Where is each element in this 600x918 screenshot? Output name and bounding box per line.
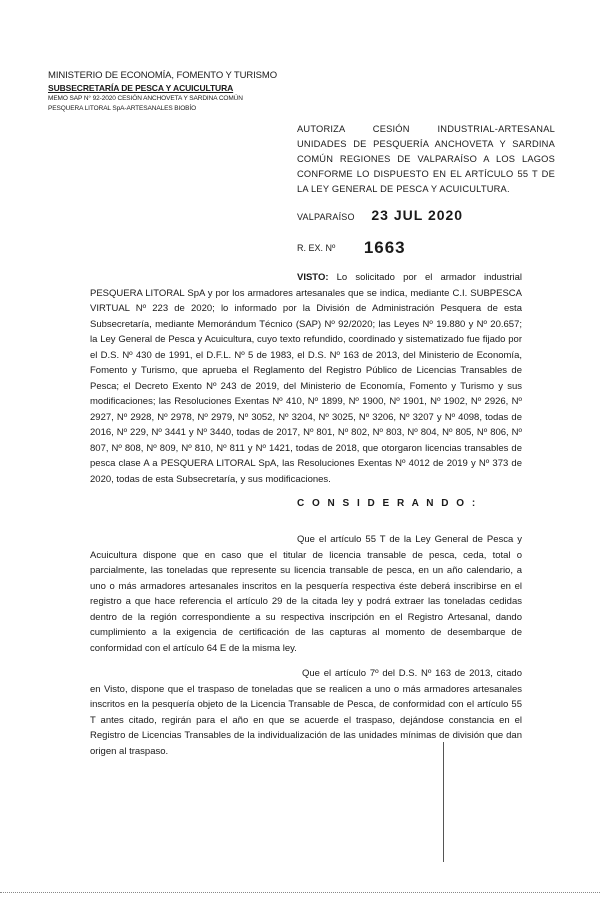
considerando-paragraph-2 [90, 666, 522, 759]
considerando-paragraph-1 [90, 532, 522, 656]
dateline-place: VALPARAÍSO [297, 212, 355, 222]
considerando-paragraph-1-text: Que el artículo 55 T de la Ley General de Pesca y Acuicultura dispone que en caso que el titular de licencia transable de pesca, ceda, total o parcialmente, las toneladas que represente su licencia transable de pesca, en un año calendario, a uno o más armadores artesanales inscritos en la pesquería respectiva éste deberá inscribirse en el registro a que hace referencia el artículo 29 de la citada ley y podrá extraer las toneladas cedidas dentro de la región correspondiente a su respectiva inscripción en el Registro Artesanal, dando cumplimiento a la exigencia de certificación de las capturas al momento de desembarque de conformidad con el artículo 64 E de la misma ley. [90, 534, 522, 654]
letterhead [48, 70, 278, 114]
dateline [297, 207, 463, 223]
resolution-number-label: R. EX. Nº [297, 243, 336, 253]
memo-reference-line-2: PESQUERA LITORAL SpA-ARTESANALES BIOBÍO [48, 105, 197, 112]
visto-paragraph [90, 270, 522, 487]
resolution-summary: AUTORIZA CESIÓN INDUSTRIAL-ARTESANAL UNIDADES DE PESQUERÍA ANCHOVETA Y SARDINA COMÚN REGIONES DE VALPARAÍSO A LOS LAGOS CONFORME LO DISPUESTO EN EL ARTÍCULO 55 T DE LA LEY GENERAL DE PESCA Y ACUICULTURA. [297, 124, 555, 194]
resolution-number-value: 1663 [363, 238, 406, 257]
margin-mark [443, 742, 444, 862]
visto-text: Lo solicitado por el armador industrial PESQUERA LITORAL SpA y por los armadores artesanales que se indica, mediante C.I. SUBPESCA VIRTUAL Nº 223 de 2020; lo informado por la División de Administración Pesquera de esta Subsecretaría, mediante Memorándum Técnico (SAP) Nº 92/2020; las Leyes Nº 19.880 y Nº 20.657; la Ley General de Pesca y Acuicultura, cuyo texto refundido, coordinado y sistematizado fue fijado por el D.S. Nº 430 de 1991, el D.F.L. Nº 5 de 1983, el D.S. Nº 163 de 2013, del Ministerio de Economía, Fomento y Turismo, que aprueba el Reglamento del Registro Público de Licencias Transables de Pesca; el Decreto Exento Nº 243 de 2019, del Ministerio de Economía, Fomento y Turismo y sus modificaciones; las Resoluciones Exentas Nº 410, Nº 1899, Nº 1900, Nº 1901, Nº 1902, Nº 2926, Nº 2927, Nº 2928, Nº 2978, Nº 2979, Nº 3052, Nº 3204, Nº 3025, Nº 3206, Nº 3207 y Nº 4098, todas de 2016, Nº 229, Nº 3441 y Nº 3440, todas de 2017, Nº 801, Nº 802, Nº 803, Nº 804, Nº 805, Nº 806, Nº 807, Nº 808, Nº 809, Nº 810, Nº 811 y Nº 1421, todas de 2018, que otorgaron licencias transables de pesca clase A a PESQUERA LITORAL SpA, las Resoluciones Exentas Nº 4012 de 2019 y Nº 373 de 2020, todas de esta Subsecretaría, y sus modificaciones. [90, 272, 522, 485]
considerando-paragraph-2-text: Que el artículo 7º del D.S. Nº 163 de 2013, citado en Visto, dispone que el traspaso de toneladas que se realicen a uno o más armadores artesanales inscritos en la pesquería objeto de la Licencia Transable de Pesca, de conformidad con el artículo 55 T antes citado, regirán para el año en que se acuerde el traspaso, dejándose constancia en el Registro de Licencias Transables de la individualización de las unidades mínimas de división que dan origen al traspaso. [90, 668, 522, 757]
visto-label: VISTO: [297, 272, 329, 283]
resolution-number [297, 238, 406, 258]
ministry-name: MINISTERIO DE ECONOMÍA, FOMENTO Y TURISMO [48, 70, 278, 81]
considerando-heading: C O N S I D E R A N D O : [297, 498, 478, 509]
scan-footer-line [0, 892, 600, 894]
dateline-date-stamp: 23 JUL 2020 [371, 207, 464, 223]
subsecretaria-name: SUBSECRETARÍA DE PESCA Y ACUICULTURA [48, 83, 234, 93]
memo-reference-line-1: MEMO SAP N° 92-2020 CESIÓN ANCHOVETA Y SARDINA COMÚN [48, 95, 243, 102]
